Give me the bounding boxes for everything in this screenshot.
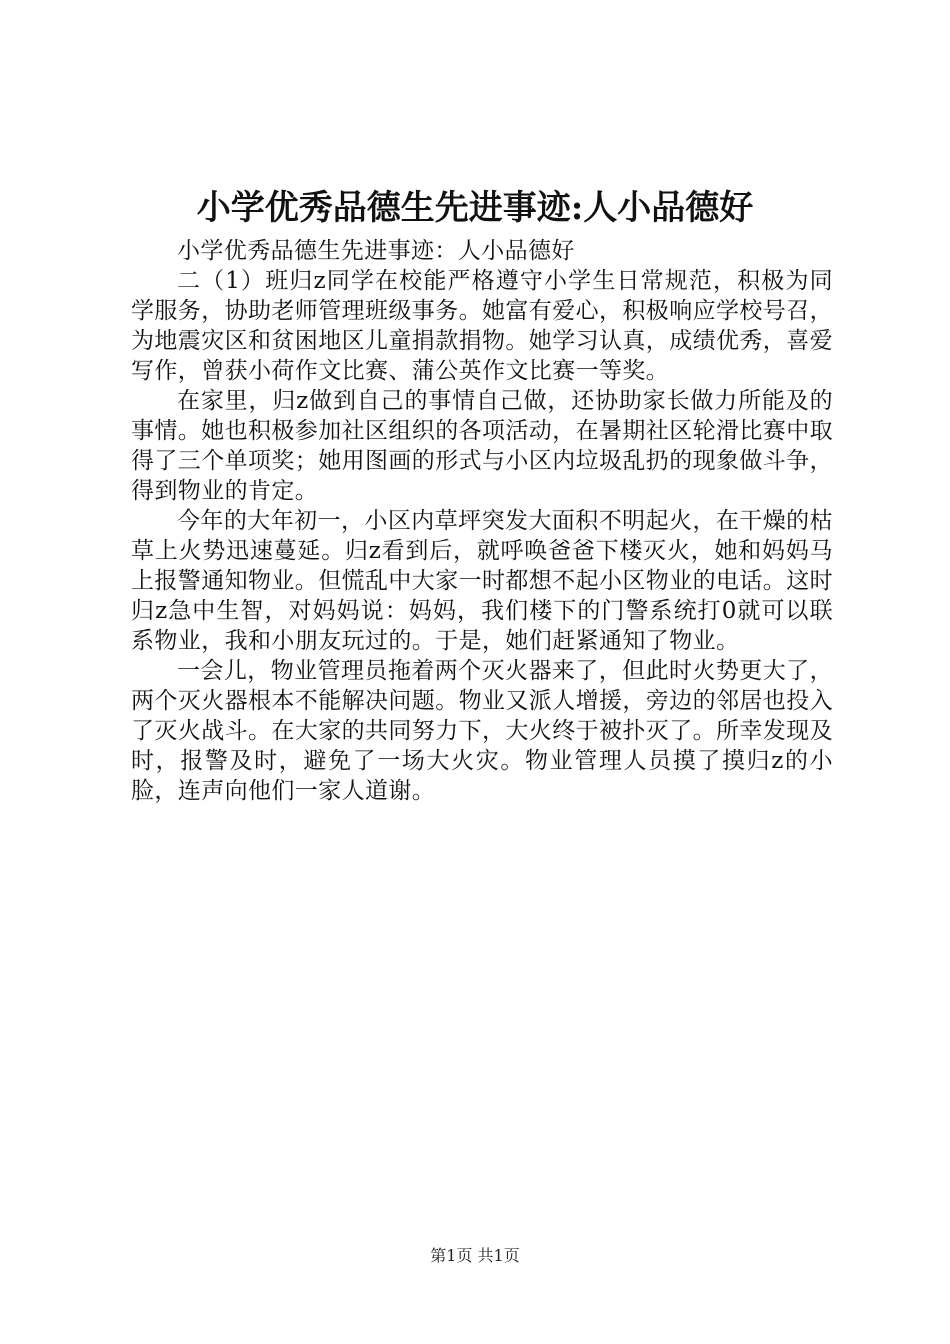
page-number-footer: 第1页 共1页 <box>430 1246 520 1265</box>
body-paragraph: 二（1）班归z同学在校能严格遵守小学生日常规范，积极为同学服务，协助老师管理班级事务。她富有爱心，积极响应学校号召，为地震灾区和贫困地区儿童捐款捐物。她学习认真，成绩优秀，喜爱写作，曾获小荷作文比赛、蒲公英作文比赛一等奖。 <box>131 268 833 384</box>
body-paragraph: 在家里，归z做到自己的事情自己做，还协助家长做力所能及的事情。她也积极参加社区组织的各项活动，在暑期社区轮滑比赛中取得了三个单项奖；她用图画的形式与小区内垃圾乱扔的现象做斗争，得到物业的肯定。 <box>131 388 833 504</box>
subtitle-paragraph: 小学优秀品德生先进事迹：人小品德好 <box>177 238 575 264</box>
body-paragraph: 今年的大年初一，小区内草坪突发大面积不明起火，在干燥的枯草上火势迅速蔓延。归z看到后，就呼唤爸爸下楼灭火，她和妈妈马上报警通知物业。但慌乱中大家一时都想不起小区物业的电话。这时归z急中生智，对妈妈说：妈妈，我们楼下的门警系统打0就可以联系物业，我和小朋友玩过的。于是，她们赶紧通知了物业。 <box>131 508 833 654</box>
body-paragraph: 一会儿，物业管理员拖着两个灭火器来了，但此时火势更大了，两个灭火器根本不能解决问题。物业又派人增援，旁边的邻居也投入了灭火战斗。在大家的共同努力下，大火终于被扑灭了。所幸发现及时，报警及时，避免了一场大火灾。物业管理人员摸了摸归z的小脸，连声向他们一家人道谢。 <box>131 658 833 804</box>
document-body <box>131 236 833 806</box>
document-title: 小学优秀品德生先进事迹:人小品德好 <box>196 188 754 228</box>
